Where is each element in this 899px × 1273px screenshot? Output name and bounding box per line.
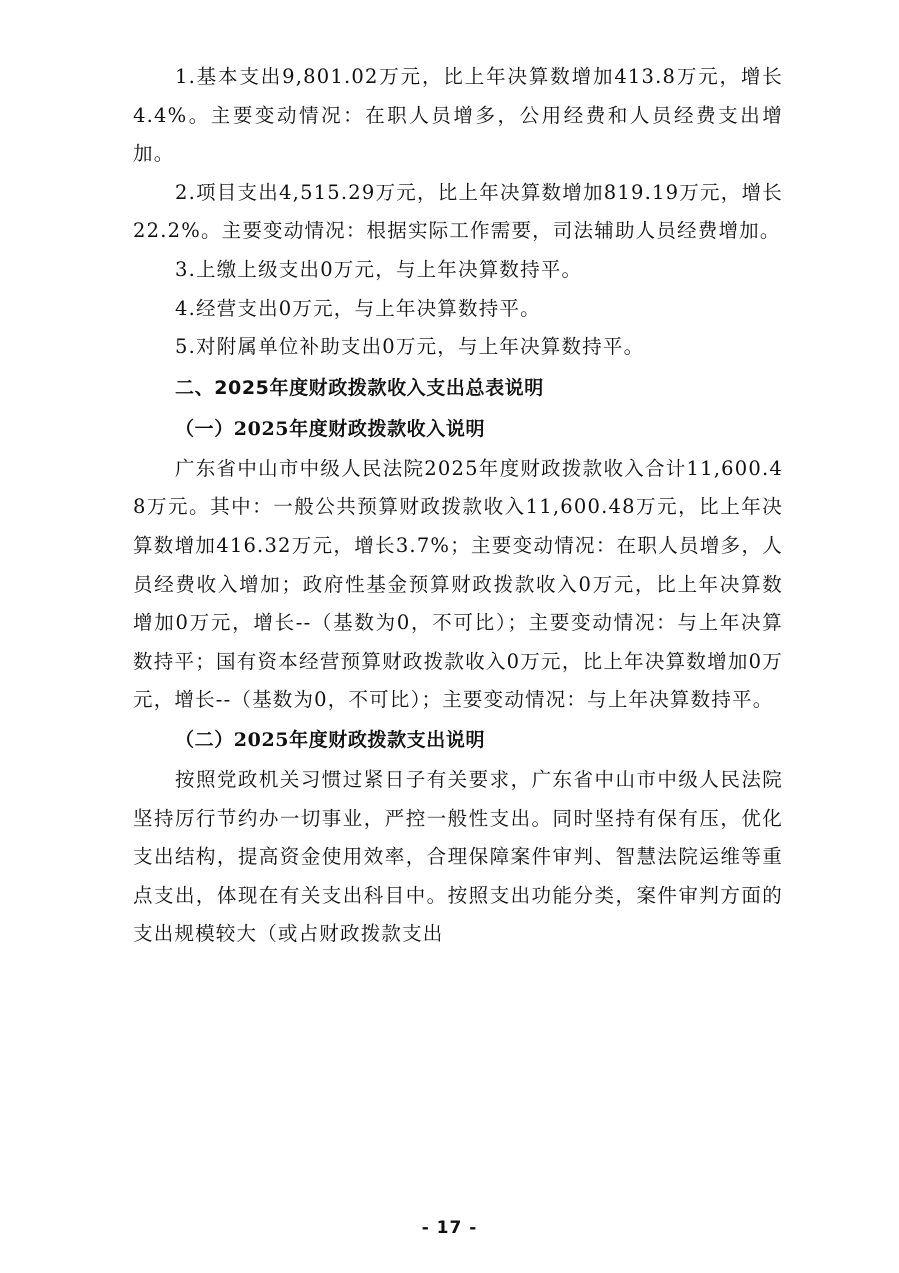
paragraph-expenditure: 按照党政机关习惯过紧日子有关要求，广东省中山市中级人民法院坚持厉行节约办一切事业，严控一般性支出。同时坚持有保有压，优化支出结构，提高资金使用效率，合理保障案件审判、智慧法院运维等重点支出，体现在有关支出科目中。按照支出功能分类，案件审判方面的支出规模较大（或占财政拨款支出 bbox=[133, 767, 783, 946]
paragraph-project-expenditure: 2.项目支出4,515.29万元，比上年决算数增加819.19万元，增长22.2%。主要变动情况：根据实际工作需要，司法辅助人员经费增加。 bbox=[133, 180, 783, 243]
paragraph-remit-expenditure: 3.上缴上级支出0万元，与上年决算数持平。 bbox=[175, 257, 583, 281]
paragraph-subsidy-expenditure: 5.对附属单位补助支出0万元，与上年决算数持平。 bbox=[175, 335, 645, 359]
subsection-heading-expenditure: （二）2025年度财政拨款支出说明 bbox=[175, 728, 486, 751]
paragraph-basic-expenditure: 1.基本支出9,801.02万元，比上年决算数增加413.8万元，增长4.4%。主要变动情况：在职人员增多，公用经费和人员经费支出增加。 bbox=[133, 65, 783, 166]
section-heading: 二、2025年度财政拨款收入支出总表说明 bbox=[175, 376, 544, 399]
page-number: - 17 - bbox=[421, 1218, 478, 1238]
subsection-heading-income: （一）2025年度财政拨款收入说明 bbox=[175, 417, 486, 440]
paragraph-operating-expenditure: 4.经营支出0万元，与上年决算数持平。 bbox=[175, 296, 541, 320]
paragraph-income: 广东省中山市中级人民法院2025年度财政拨款收入合计11,600.48万元。其中：一般公共预算财政拨款收入11,600.48万元，比上年决算数增加416.32万元，增长3.7%；主要变动情况：在职人员增多，人员经费收入增加；政府性基金预算财政拨款收入0万元，比上年决算数增加0万元，增长--（基数为0，不可比）；主要变动情况：与上年决算数持平；国有资本经营预算财政拨款收入0万元，比上年决算数增加0万元，增长--（基数为0，不可比）；主要变动情况：与上年决算数持平。 bbox=[133, 456, 783, 712]
document-body bbox=[133, 58, 783, 954]
